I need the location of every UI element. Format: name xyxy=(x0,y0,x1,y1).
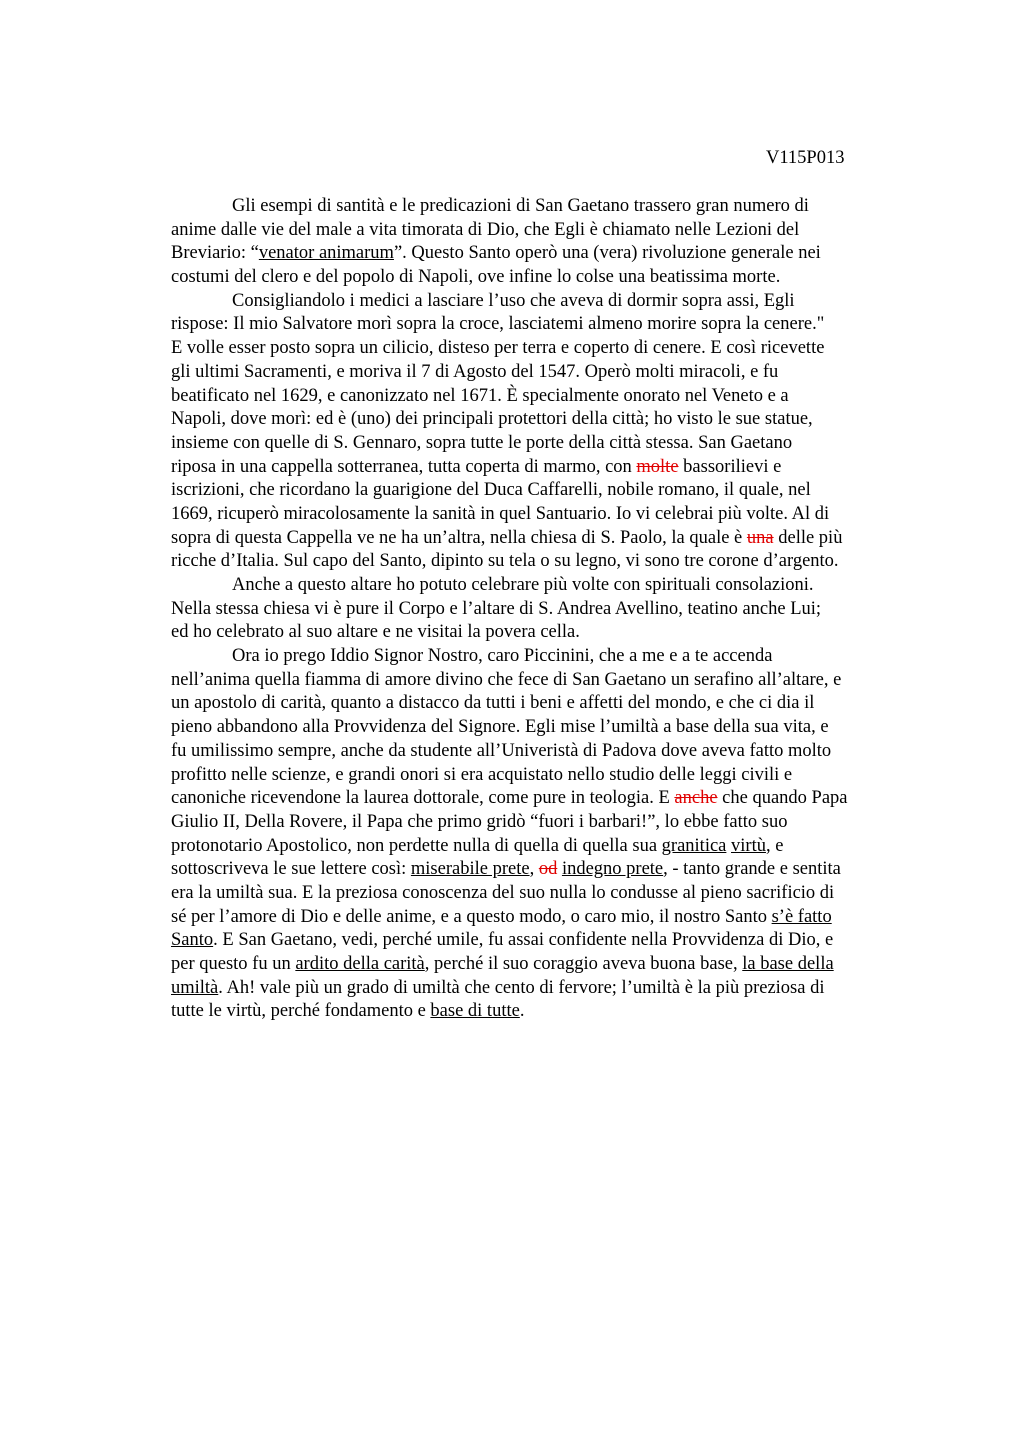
text-segment: costumi del clero e del popolo di Napoli, ove infine lo colse una beatissima morte. xyxy=(171,267,781,288)
text-line xyxy=(171,290,931,314)
text-segment: Napoli, dove morì: ed è (uno) dei principali protettori della città; ho visto le sue statue, xyxy=(171,409,813,430)
text-segment: Giulio II, Della Rovere, il Papa che primo gridò “fuori i barbari!”, lo ebbe fatto suo xyxy=(171,811,788,832)
text-line xyxy=(171,811,931,835)
text-line xyxy=(171,385,931,409)
text-line xyxy=(171,598,931,622)
text-segment: , e xyxy=(765,835,784,856)
underlined-text: umiltà xyxy=(171,977,219,998)
text-line xyxy=(171,835,931,859)
text-segment: . E San Gaetano, vedi, perché umile, fu assai confidente nella Provvidenza di Dio, e xyxy=(213,930,834,951)
text-segment: Consigliandolo i medici a lasciare l’uso che aveva di dormir sopra assi, Egli xyxy=(232,290,795,311)
underlined-text: venator animarum xyxy=(258,243,394,264)
text-segment: sé per l’amore di Dio e delle anime, e a questo modo, o caro mio, il nostro Santo xyxy=(171,906,772,927)
page-code: V115P013 xyxy=(766,148,845,168)
underlined-text: virtù xyxy=(731,835,766,856)
text-line xyxy=(171,219,931,243)
text-line xyxy=(171,929,931,953)
text-line xyxy=(171,432,931,456)
deleted-word: molte xyxy=(636,456,679,477)
text-segment: protonotario Apostolico, non perdette nulla di quella di quella sua xyxy=(171,835,662,856)
text-line xyxy=(171,242,931,266)
text-segment: sopra di questa Cappella ve ne ha un’altra, nella chiesa di S. Paolo, la quale è xyxy=(171,527,747,548)
text-line xyxy=(171,977,931,1001)
text-segment: riposa in una cappella sotterranea, tutta coperta di marmo, con xyxy=(171,456,637,477)
text-line xyxy=(171,1000,931,1024)
text-segment: , perché il suo coraggio aveva buona base, xyxy=(424,954,743,974)
text-segment: nell’anima quella fiamma di amore divino che fece di San Gaetano un serafino all’altare, e xyxy=(171,669,842,690)
text-segment: sottoscriveva le sue lettere così: xyxy=(171,859,411,880)
text-segment: Breviario: “ xyxy=(171,243,259,264)
text-segment: . xyxy=(519,1001,525,1022)
text-line xyxy=(171,669,931,693)
text-line xyxy=(171,337,931,361)
text-segment: ”. Questo Santo operò una (vera) rivoluzione generale nei xyxy=(393,243,821,264)
text-segment: rispose: Il mio Salvatore morì sopra la croce, lasciatemi almeno morire sopra la cenere." xyxy=(171,314,825,335)
deleted-word: od xyxy=(538,859,558,880)
text-segment: ed ho celebrato al suo altare e ne visitai la povera cella. xyxy=(171,622,580,643)
text-segment: , - tanto grande e sentita xyxy=(663,859,841,880)
text-segment: bassorilievi e xyxy=(678,456,782,477)
text-line xyxy=(171,574,931,598)
underlined-text: Santo xyxy=(171,930,214,951)
text-line xyxy=(171,716,931,740)
underlined-text: indegno prete xyxy=(561,859,664,880)
text-segment: . Ah! vale più un grado di umiltà che cento di fervore; l’umiltà è la più preziosa di xyxy=(218,977,825,998)
text-line xyxy=(171,787,931,811)
text-segment: Ora io prego Iddio Signor Nostro, caro Piccinini, che a me e a te accenda xyxy=(232,646,773,667)
underlined-text: s’è fatto xyxy=(771,906,832,927)
text-segment: Gli esempi di santità e le predicazioni di San Gaetano trassero gran numero di xyxy=(232,196,809,216)
text-segment: ricche d’Italia. Sul capo del Santo, dipinto su tela o su legno, vi sono tre corone d’argento. xyxy=(171,551,839,572)
text-segment: canoniche ricevendone la laurea dottorale, come pure in teologia. E xyxy=(171,788,675,809)
text-segment: , xyxy=(529,859,539,880)
text-segment: che quando Papa xyxy=(717,788,848,809)
text-line xyxy=(171,645,931,669)
text-segment: anime dalle vie del male a vita timorata di Dio, che Egli è chiamato nelle Lezioni del xyxy=(171,219,800,240)
text-line xyxy=(171,408,931,432)
text-segment: Nella stessa chiesa vi è pure il Corpo e l’altare di S. Andrea Avellino, teatino anche Lui; xyxy=(171,598,822,619)
text-segment: pieno abbandono alla Provvidenza del Signore. Egli mise l’umiltà a base della sua vita, e xyxy=(171,717,829,738)
letter-body xyxy=(171,195,931,1024)
text-line xyxy=(171,550,931,574)
deleted-word: una xyxy=(746,527,774,548)
text-segment: insieme con quelle di S. Gennaro, sopra tutte le porte della città stessa. San Gaetano xyxy=(171,432,793,453)
text-line xyxy=(171,764,931,788)
underlined-text: ardito della carità xyxy=(295,954,425,974)
text-segment: gli ultimi Sacramenti, e moriva il 7 di Agosto del 1547. Operò molti miracoli, e fu xyxy=(171,361,779,382)
text-line xyxy=(171,266,931,290)
text-segment: 1669, ricuperò miracolosamente la sanità in quel Santuario. Io vi celebrai più volte. Al di xyxy=(171,503,830,524)
deleted-word: anche xyxy=(674,788,718,809)
text-line xyxy=(171,906,931,930)
underlined-text: la base della xyxy=(742,954,834,974)
text-line xyxy=(171,882,931,906)
text-segment: tutte le virtù, perché fondamento e xyxy=(171,1001,431,1022)
text-line xyxy=(171,621,931,645)
text-segment: Anche a questo altare ho potuto celebrare più volte con spirituali consolazioni. xyxy=(232,575,814,595)
text-line xyxy=(171,479,931,503)
text-segment: un apostolo di carità, quanto a distacco da tutti i beni e affetti del mondo, e che ci dia il xyxy=(171,693,815,714)
text-line xyxy=(171,195,931,219)
underlined-text: base di tutte xyxy=(430,1001,520,1022)
text-segment: beatificato nel 1629, e canonizzato nel 1671. È specialmente onorato nel Veneto e a xyxy=(171,385,789,406)
text-line xyxy=(171,858,931,882)
text-line xyxy=(171,456,931,480)
text-segment: iscrizioni, che ricordano la guarigione del Duca Caffarelli, nobile romano, il quale, nel xyxy=(171,480,811,501)
text-line xyxy=(171,361,931,385)
text-line xyxy=(171,740,931,764)
text-line xyxy=(171,953,931,977)
underlined-text: granitica xyxy=(661,835,727,856)
underlined-text: miserabile prete xyxy=(410,859,530,880)
text-line xyxy=(171,313,931,337)
text-segment: fu umilissimo sempre, anche da studente all’Univeristà di Padova dove aveva fatto molto xyxy=(171,740,832,761)
text-line xyxy=(171,527,931,551)
text-line xyxy=(171,503,931,527)
text-line xyxy=(171,692,931,716)
text-segment: per questo fu un xyxy=(171,954,296,974)
text-segment: delle più xyxy=(773,527,843,548)
text-segment: profitto nelle scienze, e grandi onori si era acquistato nello studio delle leggi civili e xyxy=(171,764,793,785)
text-segment: era la umiltà sua. E la preziosa conoscenza del suo nulla lo condusse al pieno sacrificio di xyxy=(171,882,835,903)
text-segment: E volle esser posto sopra un cilicio, disteso per terra e coperto di cenere. E così ricevette xyxy=(171,338,825,359)
